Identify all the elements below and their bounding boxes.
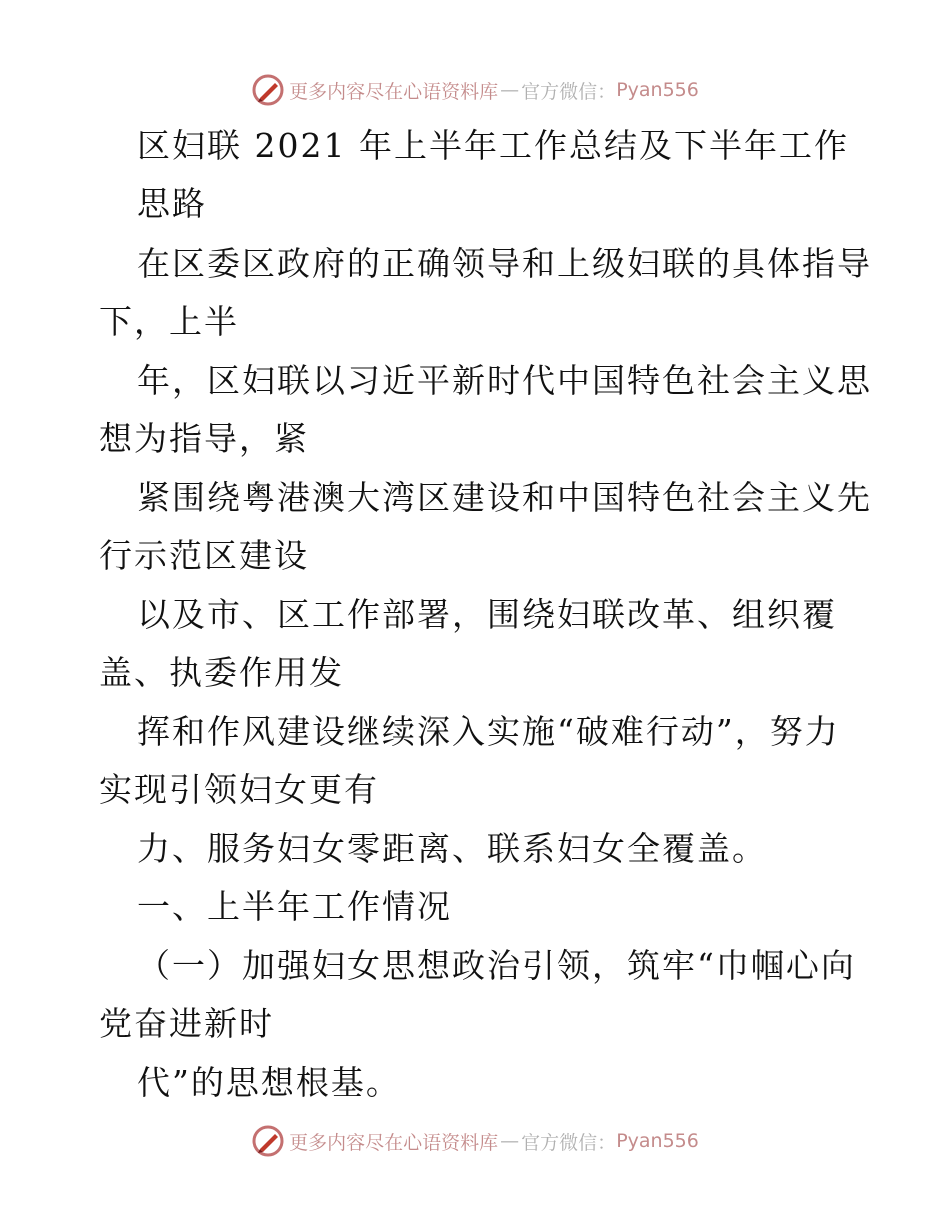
doc-title-line-1: 区妇联 2021 年上半年工作总结及下半年工作 <box>137 126 849 165</box>
doc-line: 代”的思想根基。 <box>137 1063 401 1102</box>
watermark-brand: 更多内容尽在心语资料库 <box>289 1131 499 1154</box>
watermark-separator: — <box>500 1130 520 1152</box>
doc-line: 年，区妇联以习近平新时代中国特色社会主义思 <box>137 361 872 400</box>
watermark-wechat-id: Pyan556 <box>616 79 699 101</box>
doc-line: 紧围绕粤港澳大湾区建设和中国特色社会主义先 <box>137 478 872 517</box>
doc-line: 在区委区政府的正确领导和上级妇联的具体指导 <box>137 244 872 283</box>
watermark-brand: 更多内容尽在心语资料库 <box>289 80 499 103</box>
doc-line: 挥和作风建设继续深入实施“破难行动”，努力 <box>137 712 840 751</box>
watermark-contact: 官方微信： <box>521 80 617 103</box>
doc-section-heading: 一、上半年工作情况 <box>137 887 452 926</box>
watermark-wechat-id: Pyan556 <box>616 1130 699 1152</box>
doc-line: 下，上半 <box>99 302 239 341</box>
watermark-separator: — <box>500 79 520 101</box>
pen-logo-icon <box>251 1124 285 1158</box>
watermark-contact: 官方微信： <box>521 1131 617 1154</box>
doc-line: 行示范区建设 <box>99 536 309 575</box>
doc-title-line-2: 思路 <box>137 184 207 223</box>
footer-watermark <box>0 1121 950 1161</box>
doc-line: 想为指导，紧 <box>99 419 309 458</box>
doc-line: 以及市、区工作部署，围绕妇联改革、组织覆 <box>137 595 837 634</box>
doc-subsection-heading: （一）加强妇女思想政治引领，筑牢“巾帼心向 <box>137 946 856 985</box>
doc-line: 盖、执委作用发 <box>99 653 344 692</box>
doc-line: 党奋进新时 <box>99 1004 274 1043</box>
doc-line: 力、服务妇女零距离、联系妇女全覆盖。 <box>137 829 767 868</box>
doc-line: 实现引领妇女更有 <box>99 770 379 809</box>
